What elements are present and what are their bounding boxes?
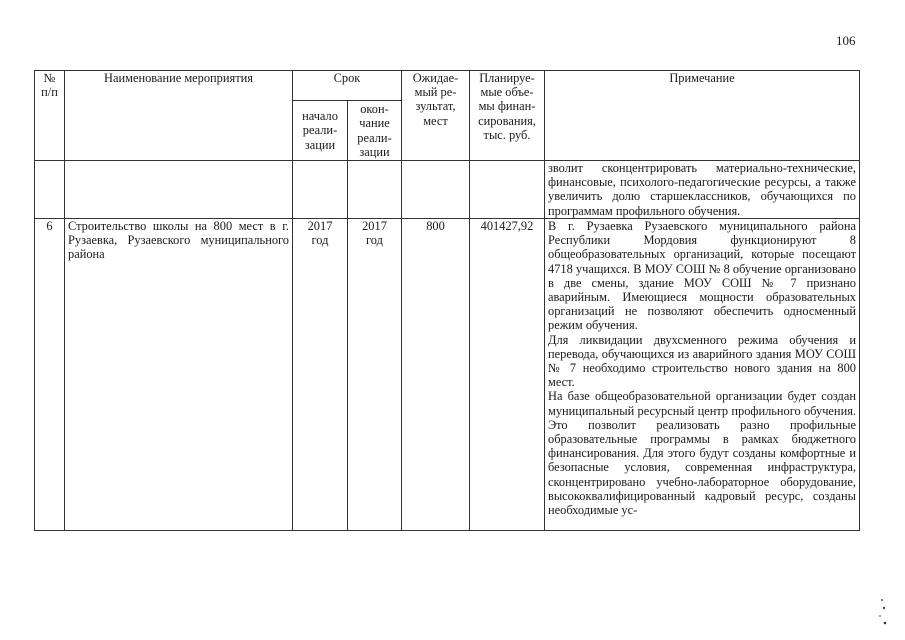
row-note-paragraph-1: В г. Рузаевка Рузаевского муниципального района Республики Мордовия функционируют 8 общеобразовательных организаций, которые посещают 4718 учащихся. В МОУ СОШ № 8 обучение организовано в две смены, здание МОУ СОШ № 7 признано аварийным. Имеющиеся мощности образовательных организаций не позволяют обеспечить односменный режим обучения. bbox=[548, 219, 856, 333]
continuation-note: зволит сконцентрировать материально-технические, финансовые, психолого-педагогические ресурсы, а также увеличить долю старшеклассников, обучающихся по программам профильного обучения. bbox=[545, 161, 860, 219]
row-note-paragraph-3: На базе общеобразовательной организации будет создан муниципальный ресурсный центр профильного обучения. Это позволит реализовать разно профильные образовательные программы в рамках бюджетного финансирования. Для этого будут созданы комфортные и безопасные условия, современная инфраструктура, сконцентрировано учебно-лабораторное оборудование, высококвалифицированный кадровый ресурс, созданы необходимые ус- bbox=[548, 389, 856, 518]
header-planned: Планируе- мые объе- мы финан- сирования, тыс. руб. bbox=[470, 71, 545, 161]
cont-end bbox=[348, 161, 402, 219]
row-num: 6 bbox=[35, 219, 65, 531]
header-note: Примечание bbox=[545, 71, 860, 161]
row-note-paragraph-2: Для ликвидации двухсменного режима обучения и перевода, обучающихся из аварийного здания МОУ СОШ № 7 необходимо строительство нового здания на 800 мест. bbox=[548, 332, 856, 390]
scan-edge-marks bbox=[862, 590, 888, 630]
cont-start bbox=[293, 161, 348, 219]
header-term-end: окон- чание реали- зации bbox=[348, 101, 402, 161]
page-number: 106 bbox=[836, 33, 856, 48]
header-term-start: начало реали- зации bbox=[293, 101, 348, 161]
cont-planned bbox=[470, 161, 545, 219]
row-expected: 800 bbox=[402, 219, 470, 531]
row-note bbox=[545, 219, 860, 531]
row-end: 2017 год bbox=[348, 219, 402, 531]
cont-num bbox=[35, 161, 65, 219]
header-num: № п/п bbox=[35, 71, 65, 161]
header-term: Срок bbox=[293, 71, 402, 101]
row-planned: 401427,92 bbox=[470, 219, 545, 531]
header-name: Наименование мероприятия bbox=[65, 71, 293, 161]
row-start: 2017 год bbox=[293, 219, 348, 531]
activities-table bbox=[34, 70, 860, 531]
cont-expected bbox=[402, 161, 470, 219]
cont-name bbox=[65, 161, 293, 219]
header-expected: Ожидае- мый ре- зультат, мест bbox=[402, 71, 470, 161]
row-name: Строительство школы на 800 мест в г. Рузаевка, Рузаевского муниципального района bbox=[65, 219, 293, 531]
